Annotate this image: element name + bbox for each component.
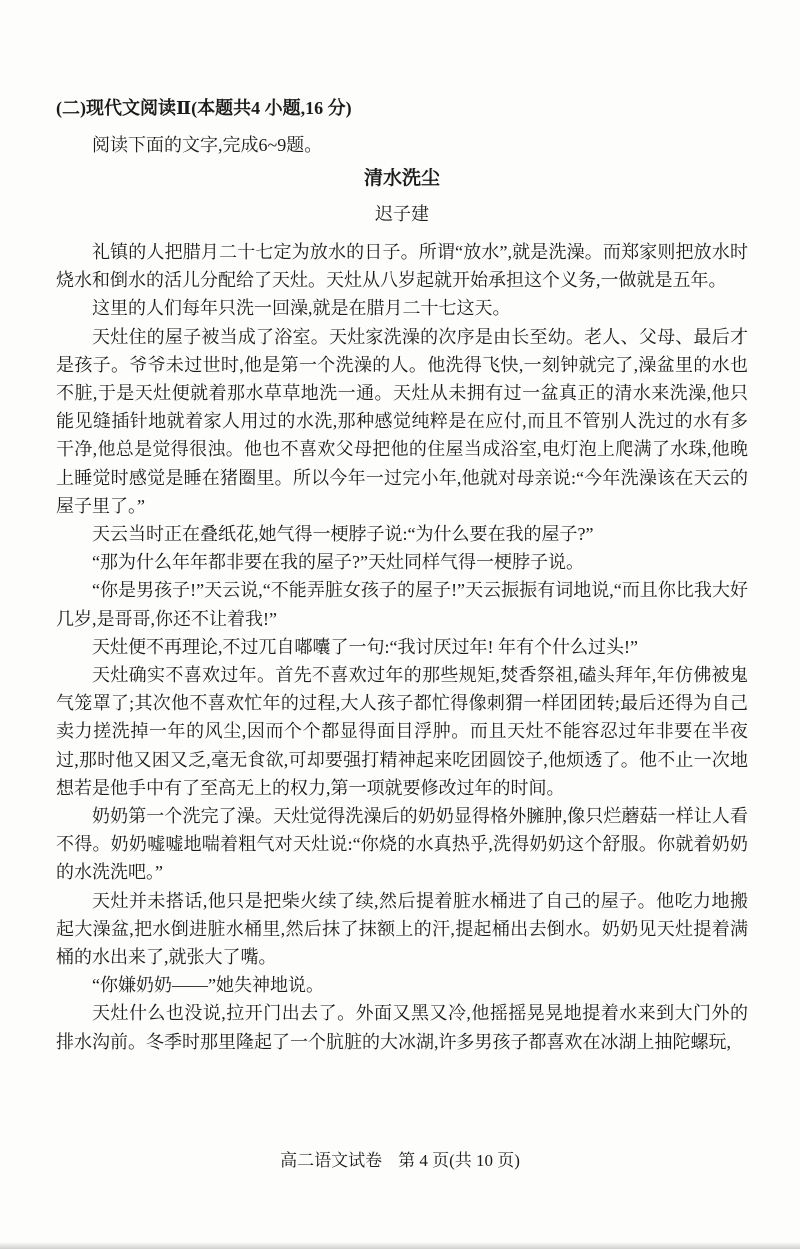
- paragraph: “你是男孩子!”天云说,“不能弄脏女孩子的屋子!”天云振振有词地说,“而且你比我大好几岁,是哥哥,你还不让着我!”: [56, 580, 748, 629]
- passage-author: 迟子建: [375, 204, 429, 224]
- paragraph: “那为什么年年都非要在我的屋子?”天灶同样气得一梗脖子说。: [92, 552, 584, 573]
- footer-exam-name: 高二语文试卷: [280, 1151, 383, 1170]
- paragraph: 这里的人们每年只洗一回澡,就是在腊月二十七这天。: [92, 298, 511, 319]
- paragraph: 天云当时正在叠纸花,她气得一梗脖子说:“为什么要在我的屋子?”: [92, 524, 594, 545]
- passage-title: 清水洗尘: [363, 168, 440, 189]
- paragraph: 礼镇的人把腊月二十七定为放水的日子。所谓“放水”,就是洗澡。而郑家则把放水时烧水和倒水的活儿分配给了天灶。天灶从八岁起就开始承担这个义务,一做就是五年。: [56, 242, 748, 291]
- instruction-text: 阅读下面的文字,完成6~9题。: [92, 135, 323, 155]
- paragraph: 天灶住的屋子被当成了浴室。天灶家洗澡的次序是由长至幼。老人、父母、最后才是孩子。爷爷未过世时,他是第一个洗澡的人。他洗得飞快,一刻钟就完了,澡盆里的水也不脏,于是天灶便就着那水草草地洗一通。天灶从未拥有过一盆真正的清水来洗澡,他只能见缝插针地就着家人用过的水洗,那种感觉纯粹是在应付,而且不管别人洗过的水有多干净,他总是觉得很浊。他也不喜欢父母把他的住屋当成浴室,电灯泡上爬满了水珠,他晚上睡觉时感觉是睡在猪圈里。所以今年一过完小年,他就对母亲说:“今年洗澡该在天云的屋子里了。”: [56, 326, 748, 516]
- paragraph: “你嫌奶奶——”她失神地说。: [92, 975, 324, 996]
- paragraph: 天灶什么也没说,拉开门出去了。外面又黑又冷,他摇摇晃晃地提着水来到大门外的排水沟前。冬季时那里隆起了一个肮脏的大冰湖,许多男孩子都喜欢在冰湖上抽陀螺玩,: [56, 1003, 748, 1052]
- reading-section: [56, 94, 748, 1056]
- scan-edge-shadow: [0, 1242, 800, 1249]
- footer-page-info: 第 4 页(共 10 页): [398, 1151, 520, 1170]
- paragraph: 奶奶第一个洗完了澡。天灶觉得洗澡后的奶奶显得格外臃肿,像只烂蘑菇一样让人看不得。奶奶嘘嘘地喘着粗气对天灶说:“你烧的水真热乎,洗得奶奶这个舒服。你就着奶奶的水洗洗吧。”: [56, 806, 748, 883]
- section-heading: (二)现代文阅读Ⅱ(本题共4 小题,16 分): [56, 98, 352, 118]
- paragraph: 天灶便不再理论,不过兀自嘟囔了一句:“我讨厌过年! 年有个什么过头!”: [92, 636, 638, 657]
- passage-body: [56, 238, 748, 1056]
- paragraph: 天灶确实不喜欢过年。首先不喜欢过年的那些规矩,焚香祭祖,磕头拜年,年仿佛被鬼气笼罩了;其次他不喜欢忙年的过程,大人孩子都忙得像刺猬一样团团转;最后还得为自己卖力搓洗掉一年的风尘,因而个个都显得面目浮肿。而且天灶不能容忍过年非要在半夜过,那时他又困又乏,毫无食欲,可却要强打精神起来吃团圆饺子,他烦透了。他不止一次地想若是他手中有了至高无上的权力,第一项就要修改过年的时间。: [56, 665, 748, 798]
- page-footer: [0, 1146, 800, 1171]
- paragraph: 天灶并未搭话,他只是把柴火续了续,然后提着脏水桶进了自己的屋子。他吃力地搬起大澡盆,把水倒进脏水桶里,然后抹了抹额上的汗,提起桶出去倒水。奶奶见天灶提着满桶的水出来了,就张大了嘴。: [56, 890, 748, 968]
